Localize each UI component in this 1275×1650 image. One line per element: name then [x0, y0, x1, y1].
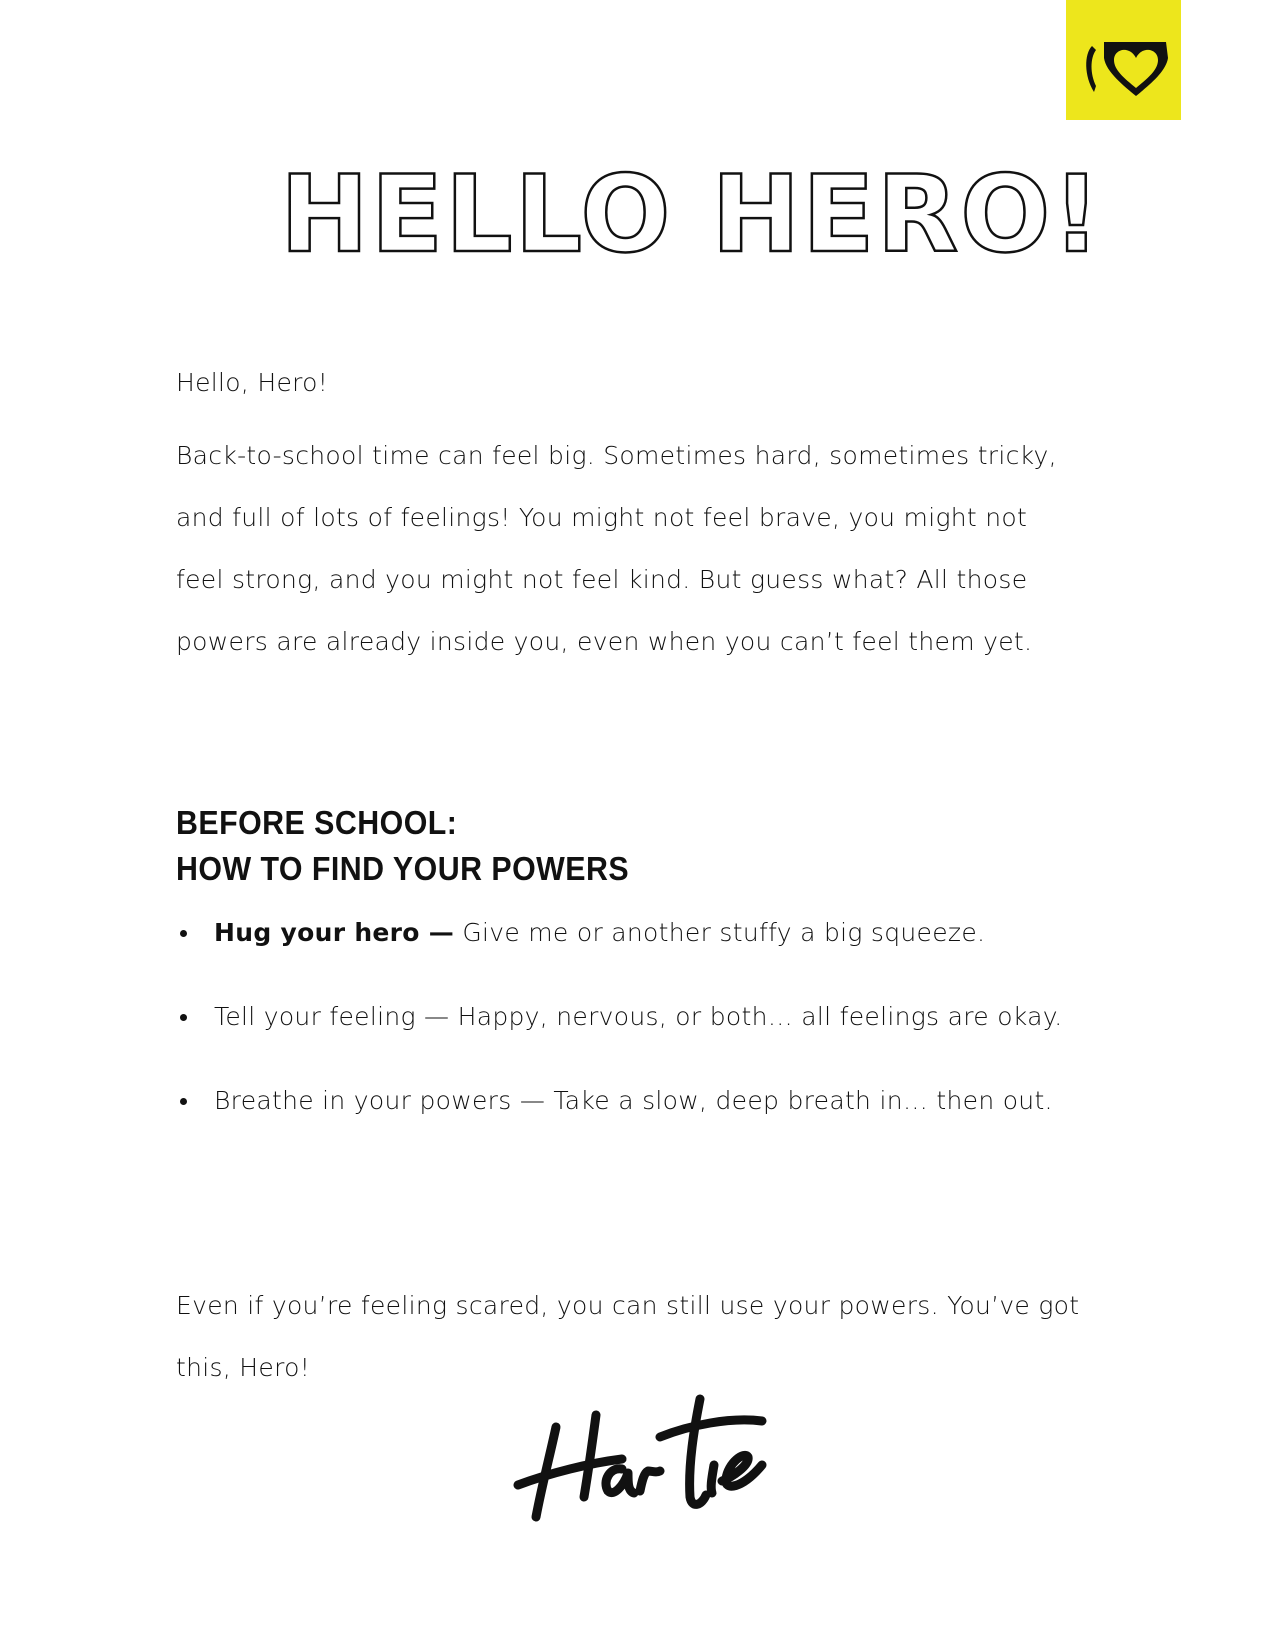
bullet-icon: [180, 1014, 187, 1021]
section-heading-line1: BEFORE SCHOOL:: [176, 804, 458, 841]
greeting-text: Hello, Hero!: [176, 368, 329, 397]
list-item-lead: Hug your hero —: [214, 918, 455, 947]
list-item: [176, 1070, 1076, 1132]
heart-shield-icon: [1078, 36, 1170, 98]
bullet-icon: [180, 1098, 187, 1105]
signature-hartie: [510, 1385, 770, 1525]
list-item-text: Happy, nervous, or both… all feelings are okay.: [449, 1002, 1063, 1031]
logo-badge: [1066, 0, 1181, 120]
closing-paragraph: Even if you’re feeling scared, you can still use your powers. You’ve got this, Hero!: [176, 1291, 1080, 1382]
list-item-text: Give me or another stuffy a big squeeze.: [454, 918, 986, 947]
bullet-icon: [180, 930, 187, 937]
list-item-text: Take a slow, deep breath in… then out.: [545, 1086, 1053, 1115]
list-item-lead: Breathe in your powers —: [214, 1086, 546, 1115]
list-item-lead: Tell your feeling —: [214, 1002, 450, 1031]
list-item: [176, 902, 1076, 964]
section-heading: [176, 800, 629, 892]
page-title: HELLO HERO!: [280, 153, 1103, 276]
powers-list: [176, 902, 1076, 1154]
section-heading-line2: HOW TO FIND YOUR POWERS: [176, 850, 630, 887]
list-item: [176, 986, 1076, 1048]
intro-paragraph: Back-to-school time can feel big. Sometimes hard, sometimes tricky, and full of lots of feelings! You might not feel brave, you might not feel strong, and you might not feel kind. But guess what? All those powers are already inside you, even when you can’t feel them yet.: [176, 441, 1057, 656]
